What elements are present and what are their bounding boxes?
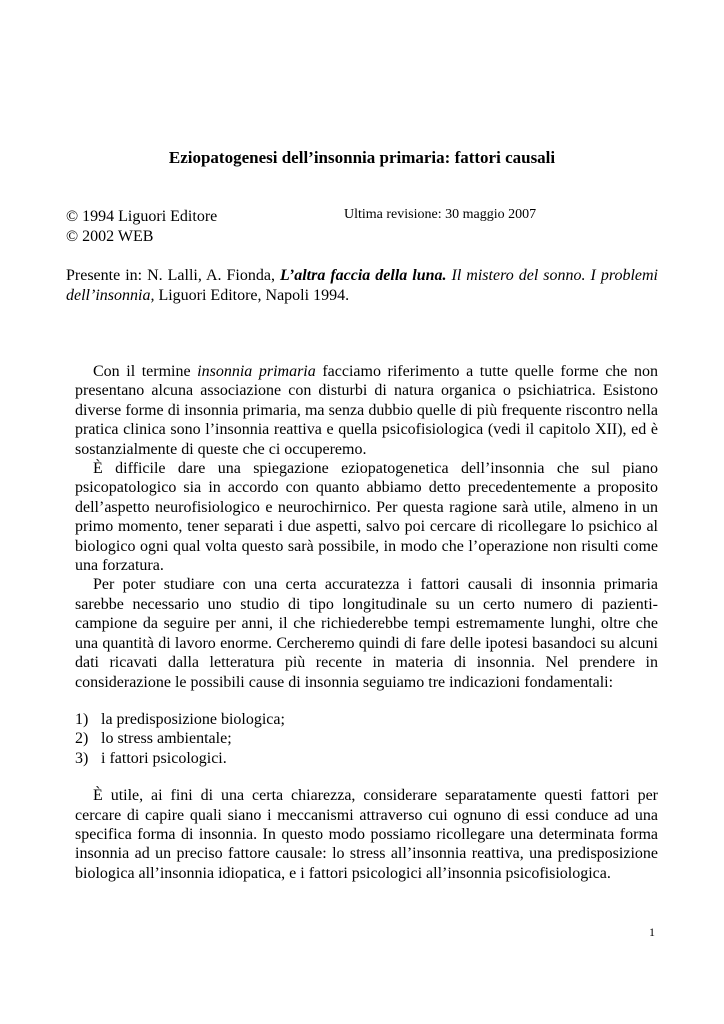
paragraph-1	[75, 362, 658, 459]
list-item-number: 1)	[75, 710, 89, 728]
copyright-line-1: © 1994 Liguori Editore	[66, 208, 218, 225]
paragraph-1-start: Con il termine	[93, 363, 198, 380]
citation-book-title: L’altra faccia della luna.	[279, 267, 447, 284]
copyright-line-2: © 2002 WEB	[66, 228, 154, 245]
list-item	[75, 710, 658, 729]
revision-date: Ultima revisione: 30 maggio 2007	[344, 207, 537, 222]
paragraph-4: È utile, ai fini di una certa chiarezza, considerare separatamente questi fattori per cercare di capire quali siano i meccanismi attraverso cui ognuno di essi conduce ad una specifica forma di insonnia. In questo modo possiamo ricollegare una determinata forma insonnia ad un preciso fattore causale: lo stress all’insonnia reattiva, una predisposizione biologica all’insonnia idiopatica, e i fattori psicologici all’insonnia psicofisiologica.	[75, 787, 658, 882]
citation-subtitle: Il mistero del sonno. I problemi dell’insonnia,	[66, 267, 658, 304]
list-item-text: la predisposizione biologica;	[101, 710, 285, 728]
list-item-text: i fattori psicologici.	[101, 749, 227, 767]
factor-list	[75, 710, 658, 768]
paragraph-1-rest: facciamo riferimento a tutte quelle forme che non presentano alcuna associazione con disturbi di natura organica o psichiatrica. Esistono diverse forme di insonnia primaria, ma senza dubbio quelle di più frequente riscontro nella pratica clinica sono l’insonnia reattiva e quella psicofisiologica (vedi il capitolo XII), ed è sostanzialmente di queste che ci occuperemo.	[75, 363, 658, 458]
paragraph-3: Per poter studiare con una certa accuratezza i fattori causali di insonnia primaria sarebbe necessario uno studio di tipo longitudinale su un certo numero di pazienti-campione da seguire per anni, il che richiederebbe tempi estremamente lunghi, oltre che una quantità di lavoro enorme. Cercheremo quindi di fare delle ipotesi basandoci su alcuni dati ricavati dalla letteratura più recente in materia di insonnia. Nel prendere in considerazione le possibili cause di insonnia seguiamo tre indicazioni fondamentali:	[75, 576, 658, 691]
page-number: 1	[649, 925, 655, 939]
paragraph-2: È difficile dare una spiegazione eziopatogenetica dell’insonnia che sul piano psicopatologico sia in accordo con quanto abbiamo detto precedentemente a proposito dell’aspetto neurofisiologico e neurochirnico. Per questa ragione sarà utile, almeno in un primo momento, tener separati i due aspetti, salvo poi cercare di ricollegare lo psichico al biologico ogni qual volta questo sarà possibile, in modo che l’operazione non risulti come una forzatura.	[75, 460, 658, 575]
list-item	[75, 729, 658, 748]
citation-prefix: Presente in: N. Lalli, A. Fionda,	[66, 267, 280, 284]
citation-publisher: Liguori Editore, Napoli 1994.	[154, 287, 350, 304]
source-citation	[66, 266, 658, 306]
list-item-text: lo stress ambientale;	[101, 730, 232, 748]
list-item-number: 2)	[75, 730, 89, 748]
list-item	[75, 749, 658, 768]
list-item-number: 3)	[75, 749, 89, 767]
body-text	[75, 362, 658, 883]
paragraph-1-term: insonnia primaria	[197, 363, 316, 380]
document-title: Eziopatogenesi dell’insonnia primaria: fattori causali	[168, 148, 556, 167]
